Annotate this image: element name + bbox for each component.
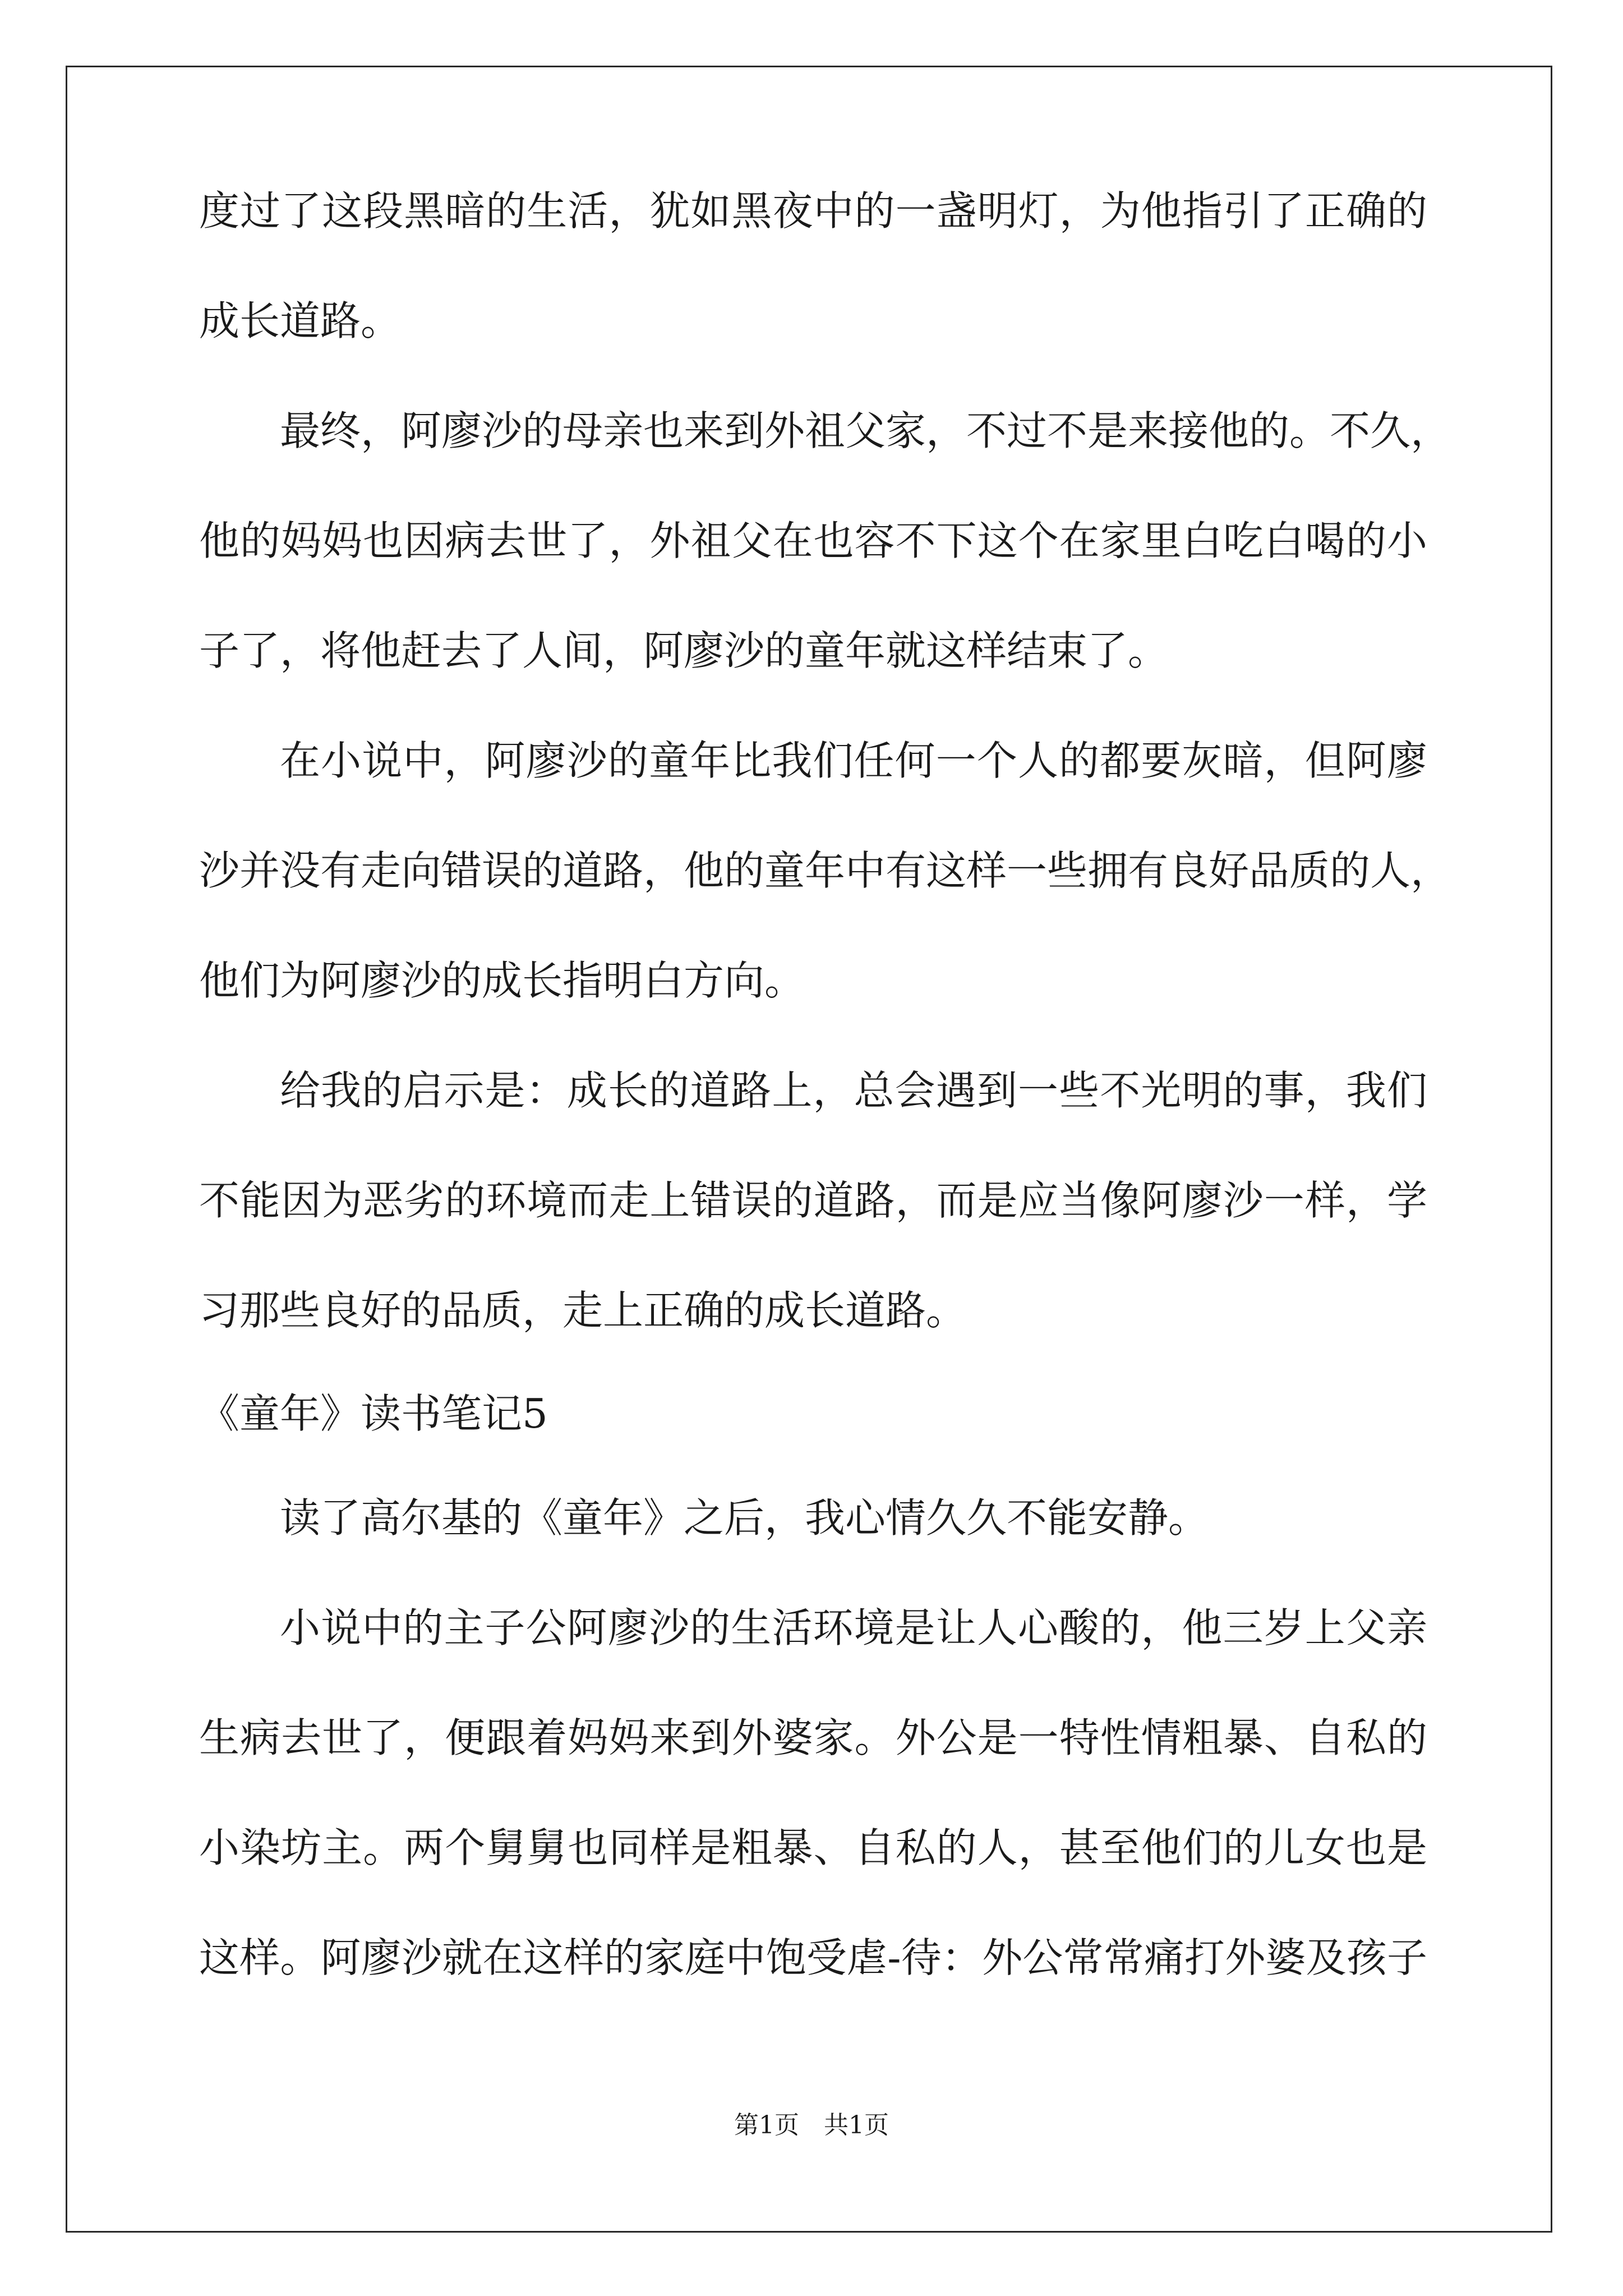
page-number-footer: 第1页 共1页 bbox=[734, 2111, 889, 2139]
text-line: 他的妈妈也因病去世了，外祖父在也容不下这个在家里白吃白喝的小 bbox=[199, 517, 1427, 564]
text-line: 在小说中，阿廖沙的童年比我们任何一个人的都要灰暗，但阿廖 bbox=[280, 737, 1427, 784]
text-line: 沙并没有走向错误的道路，他的童年中有这样一些拥有良好品质的人， bbox=[199, 847, 1451, 894]
section-heading: 《童年》读书笔记5 bbox=[199, 1390, 548, 1437]
text-line: 生病去世了，便跟着妈妈来到外婆家。外公是一特性情粗暴、自私的 bbox=[199, 1714, 1427, 1761]
text-line: 这样。阿廖沙就在这样的家庭中饱受虐-待：外公常常痛打外婆及孩子 bbox=[199, 1934, 1427, 1981]
text-line: 读了高尔基的《童年》之后，我心情久久不能安静。 bbox=[280, 1494, 1209, 1542]
text-line: 不能因为恶劣的环境而走上错误的道路，而是应当像阿廖沙一样，学 bbox=[199, 1177, 1427, 1224]
text-line: 他们为阿廖沙的成长指明白方向。 bbox=[199, 957, 805, 1004]
text-line: 习那些良好的品质，走上正确的成长道路。 bbox=[199, 1287, 967, 1334]
text-line: 给我的启示是：成长的道路上，总会遇到一些不光明的事，我们 bbox=[280, 1067, 1427, 1114]
text-line: 度过了这段黑暗的生活，犹如黑夜中的一盏明灯，为他指引了正确的 bbox=[199, 187, 1427, 234]
text-line: 成长道路。 bbox=[199, 297, 402, 344]
text-line: 最终，阿廖沙的母亲也来到外祖父家，不过不是来接他的。不久， bbox=[280, 407, 1451, 454]
text-line: 子了，将他赶去了人间，阿廖沙的童年就这样结束了。 bbox=[199, 627, 1169, 674]
text-line: 小染坊主。两个舅舅也同样是粗暴、自私的人，甚至他们的儿女也是 bbox=[199, 1824, 1427, 1871]
text-line: 小说中的主子公阿廖沙的生活环境是让人心酸的，他三岁上父亲 bbox=[280, 1604, 1427, 1651]
page-border bbox=[66, 66, 1552, 2233]
